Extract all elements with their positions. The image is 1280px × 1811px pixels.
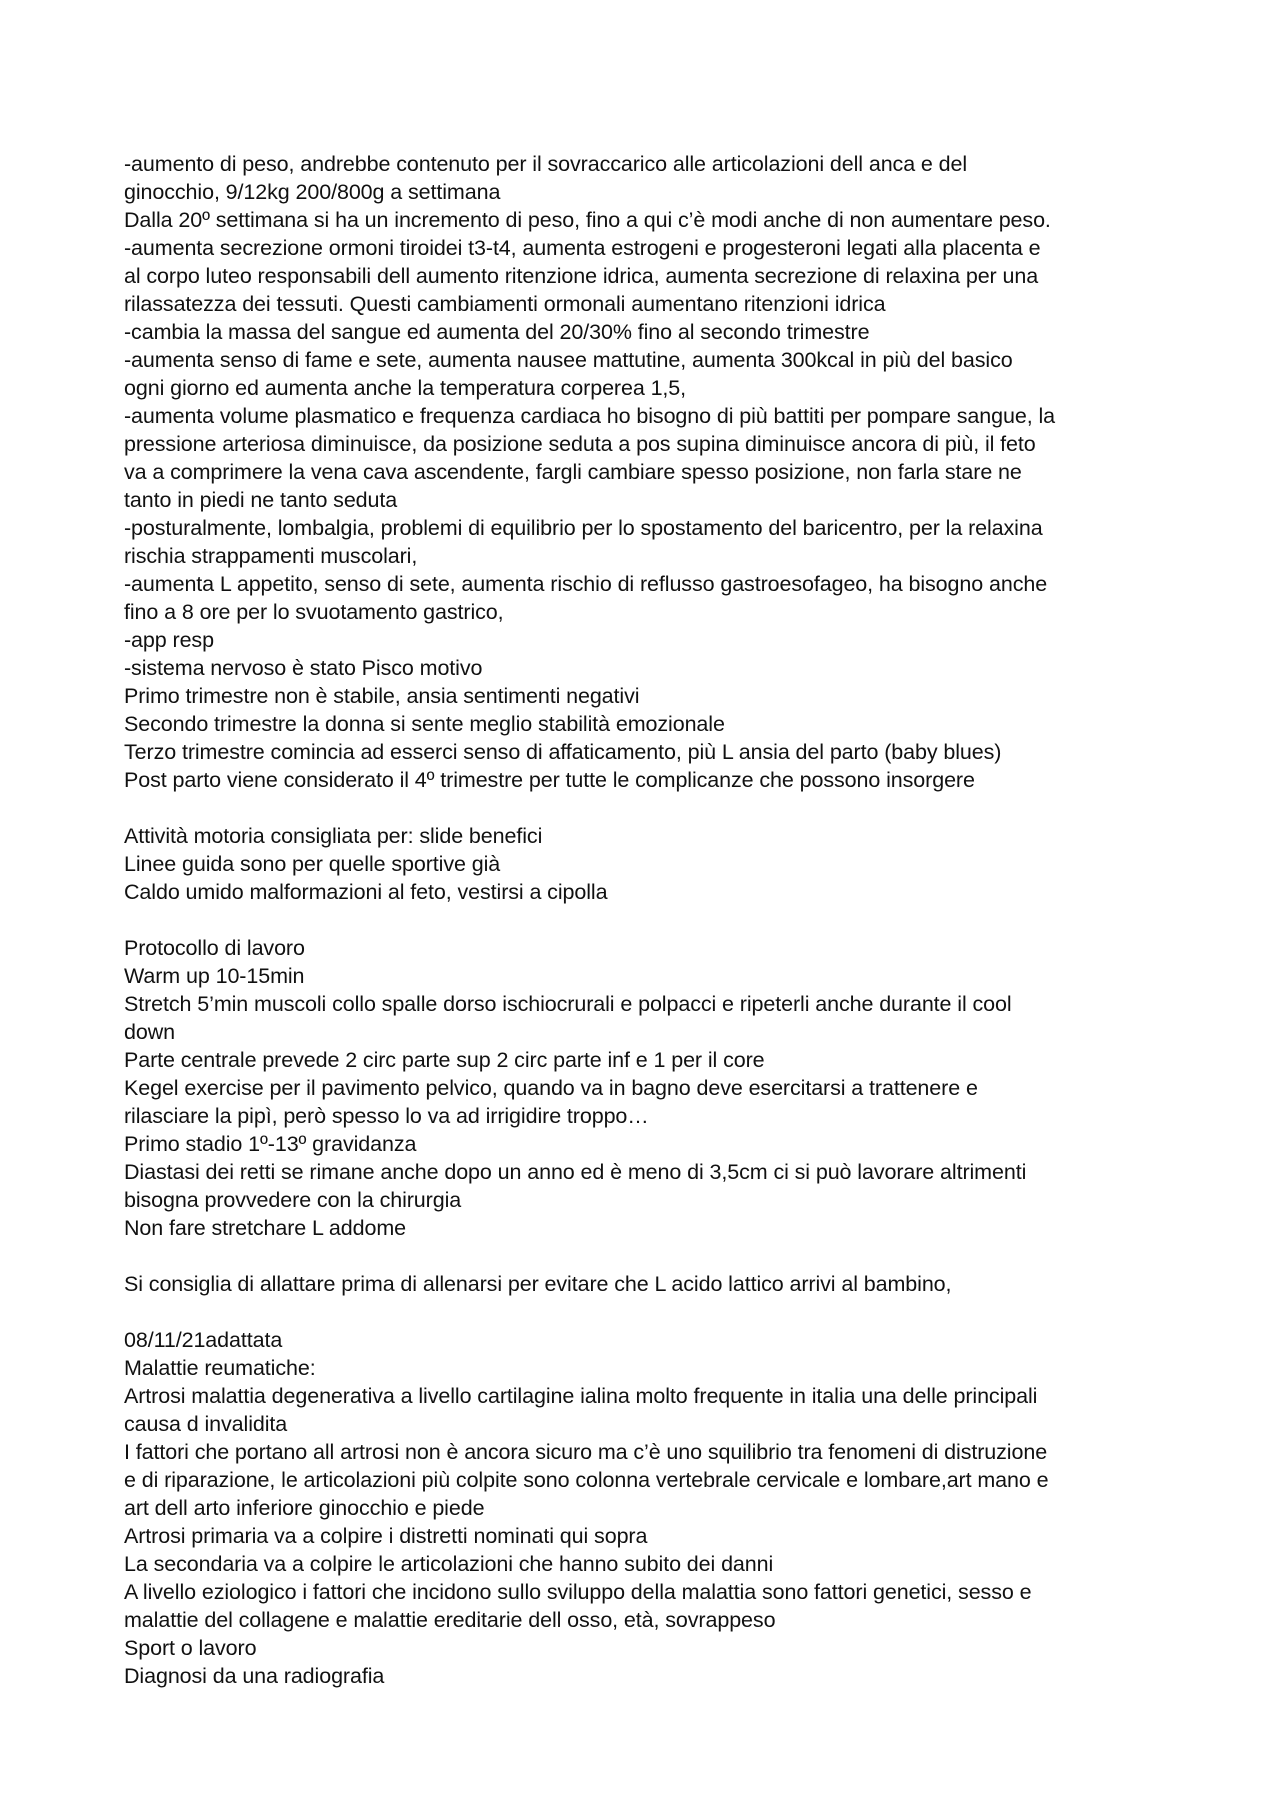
text-line: I fattori che portano all artrosi non è ancora sicuro ma c’è uno squilibrio tra fenomeni di distruzione: [124, 1440, 1048, 1464]
text-line: rischia strappamenti muscolari,: [124, 544, 418, 568]
text-line: -aumenta volume plasmatico e frequenza cardiaca ho bisogno di più battiti per pompare sangue, la: [124, 404, 1055, 428]
text-line: Primo stadio 1º-13º gravidanza: [124, 1132, 417, 1156]
text-line: Dalla 20º settimana si ha un incremento di peso, fino a qui c’è modi anche di non aumentare peso.: [124, 208, 1051, 232]
text-line: -cambia la massa del sangue ed aumenta del 20/30% fino al secondo trimestre: [124, 320, 870, 344]
text-line: Artrosi malattia degenerativa a livello cartilagine ialina molto frequente in italia una delle principali: [124, 1384, 1038, 1408]
text-line: Non fare stretchare L addome: [124, 1216, 407, 1240]
blank-line: [124, 906, 1174, 934]
text-line: -aumento di peso, andrebbe contenuto per il sovraccarico alle articolazioni dell anca e del: [124, 152, 968, 176]
text-line: Stretch 5’min muscoli collo spalle dorso ischiocrurali e polpacci e ripeterli anche durante il cool: [124, 992, 1012, 1016]
text-line: Kegel exercise per il pavimento pelvico, quando va in bagno deve esercitarsi a trattenere e: [124, 1076, 978, 1100]
text-line: -aumenta L appetito, senso di sete, aumenta rischio di reflusso gastroesofageo, ha bisogno anche: [124, 572, 1048, 596]
text-line: ogni giorno ed aumenta anche la temperatura corperea 1,5,: [124, 376, 687, 400]
text-line: Si consiglia di allattare prima di allenarsi per evitare che L acido lattico arrivi al bambino,: [124, 1272, 952, 1296]
text-line: Secondo trimestre la donna si sente meglio stabilità emozionale: [124, 712, 725, 736]
text-line: Warm up 10-15min: [124, 964, 305, 988]
text-line: Parte centrale prevede 2 circ parte sup 2 circ parte inf e 1 per il core: [124, 1048, 765, 1072]
text-line: malattie del collagene e malattie ereditarie dell osso, età, sovrappeso: [124, 1608, 776, 1632]
text-line: fino a 8 ore per lo svuotamento gastrico,: [124, 600, 504, 624]
blank-line: [124, 1242, 1174, 1270]
text-line: Sport o lavoro: [124, 1636, 257, 1660]
text-line: A livello eziologico i fattori che incidono sullo sviluppo della malattia sono fattori genetici, sesso e: [124, 1580, 1032, 1604]
text-line: Terzo trimestre comincia ad esserci senso di affaticamento, più L ansia del parto (baby blues): [124, 740, 1002, 764]
text-line: down: [124, 1020, 175, 1044]
text-line: rilassatezza dei tessuti. Questi cambiamenti ormonali aumentano ritenzioni idrica: [124, 292, 886, 316]
text-line: -aumenta senso di fame e sete, aumenta nausee mattutine, aumenta 300kcal in più del basico: [124, 348, 1013, 372]
text-line: bisogna provvedere con la chirurgia: [124, 1188, 462, 1212]
text-line: Artrosi primaria va a colpire i distretti nominati qui sopra: [124, 1524, 648, 1548]
text-line: Post parto viene considerato il 4º trimestre per tutte le complicanze che possono insorgere: [124, 768, 975, 792]
text-line: Caldo umido malformazioni al feto, vestirsi a cipolla: [124, 880, 608, 904]
blank-line: [124, 1298, 1174, 1326]
text-line: La secondaria va a colpire le articolazioni che hanno subito dei danni: [124, 1552, 774, 1576]
text-line: Malattie reumatiche:: [124, 1356, 316, 1380]
text-line: e di riparazione, le articolazioni più colpite sono colonna vertebrale cervicale e lombare,art mano e: [124, 1468, 1049, 1492]
text-line: -app resp: [124, 628, 214, 652]
text-line: Diagnosi da una radiografia: [124, 1664, 385, 1688]
text-line: al corpo luteo responsabili dell aumento ritenzione idrica, aumenta secrezione di relaxina per una: [124, 264, 1039, 288]
text-line: Attività motoria consigliata per: slide benefici: [124, 824, 543, 848]
text-line: tanto in piedi ne tanto seduta: [124, 488, 398, 512]
text-line: 08/11/21adattata: [124, 1328, 283, 1352]
text-line: Primo trimestre non è stabile, ansia sentimenti negativi: [124, 684, 640, 708]
text-line: va a comprimere la vena cava ascendente, fargli cambiare spesso posizione, non farla stare ne: [124, 460, 1022, 484]
text-line: causa d invalidita: [124, 1412, 288, 1436]
text-line: -sistema nervoso è stato Pisco motivo: [124, 656, 483, 680]
text-line: pressione arteriosa diminuisce, da posizione seduta a pos supina diminuisce ancora di più, il feto: [124, 432, 1036, 456]
text-line: ginocchio, 9/12kg 200/800g a settimana: [124, 180, 501, 204]
document-body: [124, 150, 1174, 1690]
text-line: Diastasi dei retti se rimane anche dopo un anno ed è meno di 3,5cm ci si può lavorare altrimenti: [124, 1160, 1027, 1184]
text-line: Protocollo di lavoro: [124, 936, 305, 960]
text-line: art dell arto inferiore ginocchio e piede: [124, 1496, 485, 1520]
text-line: -aumenta secrezione ormoni tiroidei t3-t4, aumenta estrogeni e progesteroni legati alla placenta e: [124, 236, 1041, 260]
text-line: rilasciare la pipì, però spesso lo va ad irrigidire troppo…: [124, 1104, 649, 1128]
blank-line: [124, 794, 1174, 822]
text-line: Linee guida sono per quelle sportive già: [124, 852, 501, 876]
text-line: -posturalmente, lombalgia, problemi di equilibrio per lo spostamento del baricentro, per la relaxina: [124, 516, 1043, 540]
